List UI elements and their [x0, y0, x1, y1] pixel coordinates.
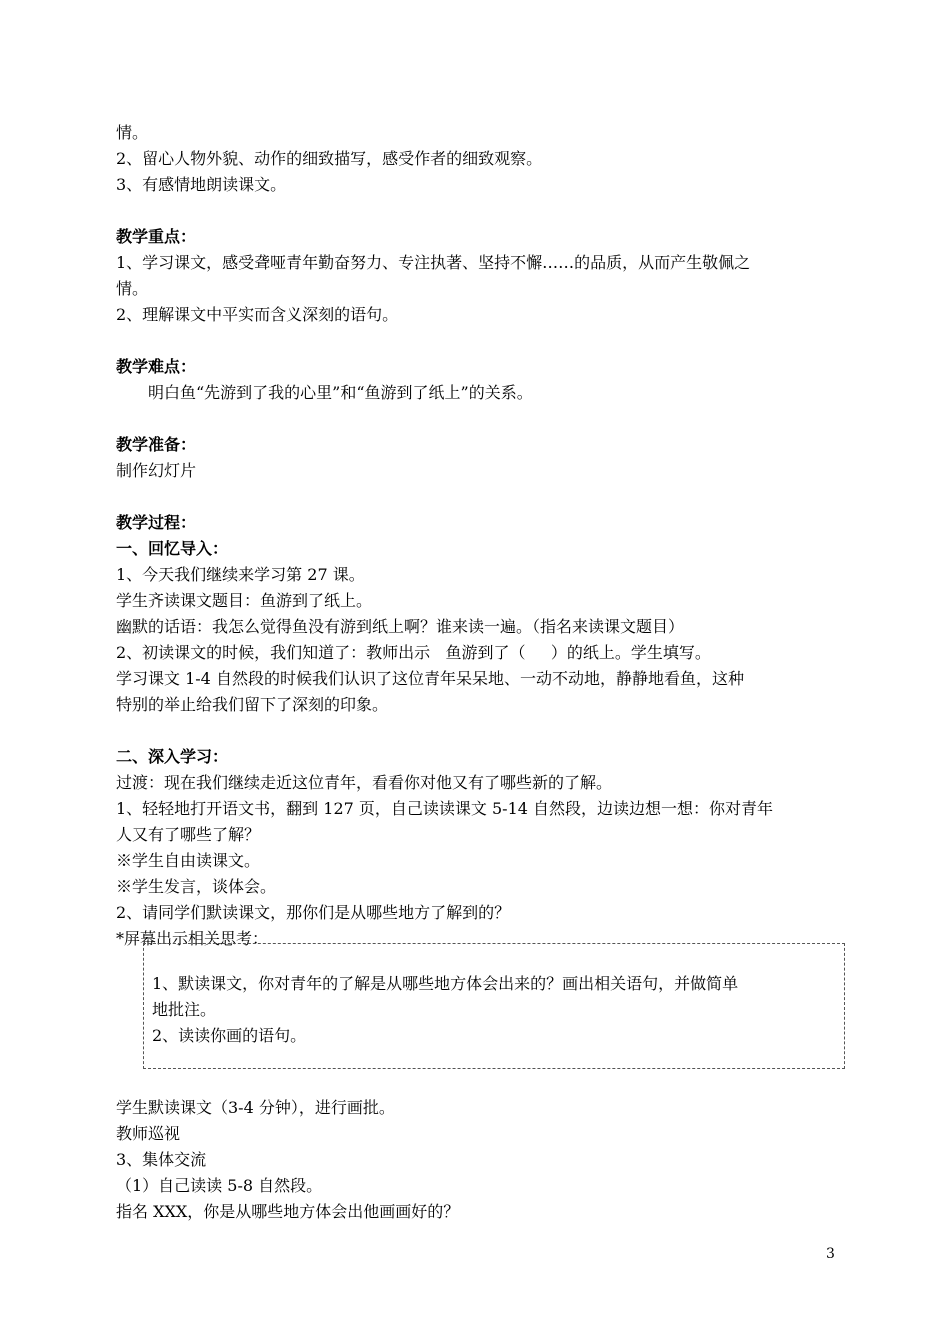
- activity-line: 学生默读课文（3-4 分钟），进行画批。: [116, 1098, 395, 1117]
- section1-line: 幽默的话语：我怎么觉得鱼没有游到纸上啊？谁来读一遍。（指名来读课文题目）: [116, 617, 685, 636]
- key-points-line: 情。: [116, 279, 149, 298]
- key-points-line: 1、学习课文，感受聋哑青年勤奋努力、专注执著、坚持不懈……的品质，从而产生敬佩之: [116, 253, 751, 272]
- section2-line: ※学生发言，谈体会。: [116, 877, 277, 896]
- preparation-text: 制作幻灯片: [116, 461, 197, 480]
- section1-line: 2、初读课文的时候，我们知道了：教师出示 鱼游到了（ ）的纸上。学生填写。: [116, 643, 711, 662]
- key-points-line: 2、理解课文中平实而含义深刻的语句。: [116, 305, 399, 324]
- slide-prompt-line: 1、默读课文，你对青年的了解是从哪些地方体会出来的？画出相关语句，并做简单: [152, 974, 739, 993]
- after-box-text: [116, 1095, 840, 1225]
- section2-line: 1、轻轻地打开语文书，翻到 127 页，自己读读课文 5-14 自然段，边读边想一想：你对青年: [116, 799, 774, 818]
- preparation-heading: 教学准备：: [116, 435, 197, 454]
- section1-heading: 一、回忆导入：: [116, 539, 229, 558]
- section2-line: 过渡：现在我们继续走近这位青年，看看你对他又有了哪些新的了解。: [116, 773, 613, 792]
- objectives-line: 2、留心人物外貌、动作的细致描写，感受作者的细致观察。: [116, 149, 543, 168]
- activity-line: （1）自己读读 5-8 自然段。: [116, 1176, 323, 1195]
- section2-line: ※学生自由读课文。: [116, 851, 261, 870]
- activity-line: 指名 XXX，你是从哪些地方体会出他画画好的？: [116, 1202, 460, 1221]
- slide-prompt-line: 2、读读你画的语句。: [152, 1026, 307, 1045]
- page-number: 3: [826, 1246, 835, 1262]
- objectives-line: 3、有感情地朗读课文。: [116, 175, 287, 194]
- process-heading: 教学过程：: [116, 513, 197, 532]
- section2-line: *屏幕出示相关思考：: [116, 929, 269, 948]
- activity-line: 3、集体交流: [116, 1150, 207, 1169]
- slide-prompt-line: 地批注。: [152, 1000, 217, 1019]
- section1-line: 学习课文 1-4 自然段的时候我们认识了这位青年呆呆地、一动不动地，静静地看鱼，这种: [116, 669, 744, 688]
- objectives-line: 情。: [116, 123, 149, 142]
- slide-prompt-box: [143, 943, 845, 1069]
- difficulties-heading: 教学难点：: [116, 357, 197, 376]
- section1-line: 特别的举止给我们留下了深刻的印象。: [116, 695, 389, 714]
- section2-line: 人又有了哪些了解？: [116, 825, 261, 844]
- document-body: [116, 120, 840, 952]
- section2-heading: 二、深入学习：: [116, 747, 229, 766]
- slide-prompt-content: [152, 971, 838, 1049]
- activity-line: 教师巡视: [116, 1124, 181, 1143]
- key-points-heading: 教学重点：: [116, 227, 197, 246]
- section1-line: 1、今天我们继续来学习第 27 课。: [116, 565, 365, 584]
- section1-line: 学生齐读课文题目：鱼游到了纸上。: [116, 591, 373, 610]
- difficulties-text: 明白鱼“先游到了我的心里”和“鱼游到了纸上”的关系。: [148, 383, 533, 402]
- section2-line: 2、请同学们默读课文，那你们是从哪些地方了解到的？: [116, 903, 511, 922]
